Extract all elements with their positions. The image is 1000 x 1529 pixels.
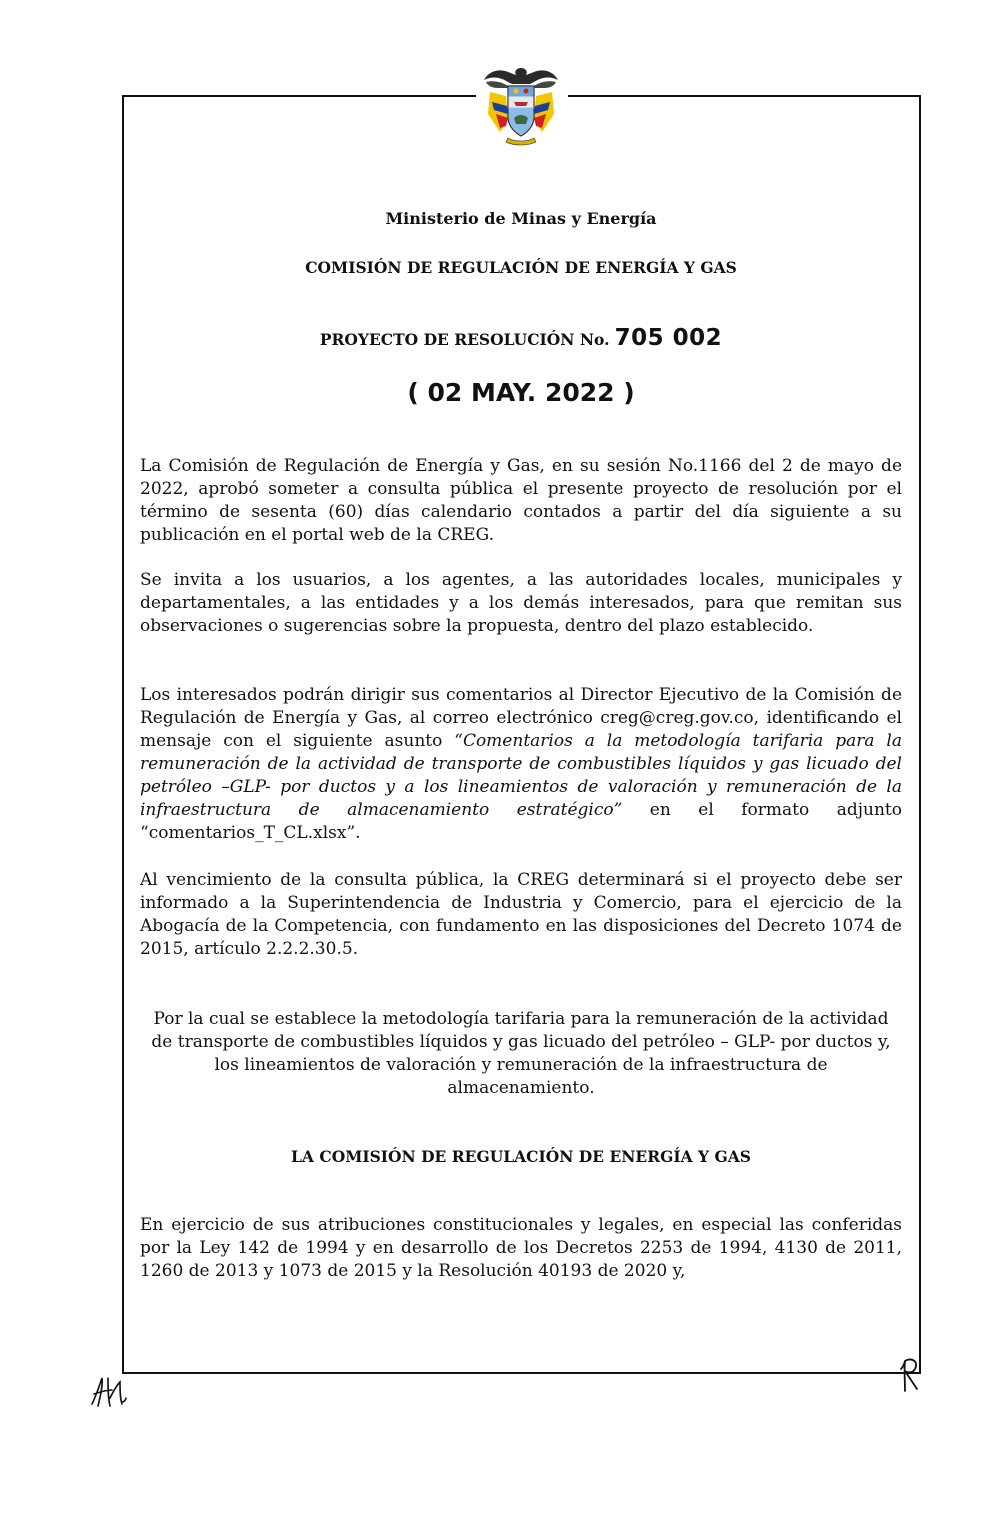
comments-subject: “Comentarios a la metodología tarifaria para la remuneración de la actividad de transporte de combustibles líquidos y gas licuado del petróleo –GLP- por ductos y a los lineamientos de valoración y remuneración de la infraestructura de almacenamiento estratégico” [140,731,902,820]
paragraph-session: La Comisión de Regulación de Energía y Gas, en su sesión No.1166 del 2 de mayo de 2022, aprobó someter a consulta pública el presente proyecto de resolución por el término de sesenta (60) días calendario contados a partir del día siguiente a su publicación en el portal web de la CREG. [140,456,902,545]
comments-format: en el formato adjunto “comentarios_T_CL.xlsx”. [140,800,902,843]
handwritten-initial-icon [895,1355,923,1395]
paragraph-expiration: Al vencimiento de la consulta pública, la CREG determinará si el proyecto debe ser informado a la Superintendencia de Industria y Comercio, para el ejercicio de la Abogacía de la Competencia, con fundamento en las disposiciones del Decreto 1074 de 2015, artículo 2.2.2.30.5. [140,870,902,959]
project-number: 705 002 [614,325,723,351]
paragraph-comments [140,684,902,845]
handwritten-initials-icon [88,1372,130,1410]
comments-intro: Los interesados podrán dirigir sus comentarios al Director Ejecutivo de la Comisión de Regulación de Energía y Gas, al correo electrónico creg@creg.gov.co, identificando el mensaje con el siguiente asunto [140,685,902,751]
project-label: PROYECTO DE RESOLUCIÓN No. [319,330,610,349]
paragraph-powers: En ejercicio de sus atribuciones constitucionales y legales, en especial las conferidas por la Ley 142 de 1994 y en desarrollo de los Decretos 2253 de 1994, 4130 de 2011, 1260 de 2013 y 1073 de 2015 y la Resolución 40193 de 2020 y, [140,1215,902,1281]
paragraph-invitation: Se invita a los usuarios, a los agentes, a las autoridades locales, municipales y departamentales, a las entidades y a los demás interesados, para que remitan sus observaciones o sugerencias sobre la propuesta, dentro del plazo establecido. [140,570,902,636]
coat-of-arms-icon [478,62,564,150]
resolution-date: ( 02 MAY. 2022 ) [407,378,635,407]
project-title [140,325,902,351]
commission-name: COMISIÓN DE REGULACIÓN DE ENERGÍA Y GAS [305,258,737,277]
ministry-name: Ministerio de Minas y Energía [385,209,657,228]
resolution-subject: Por la cual se establece la metodología tarifaria para la remuneración de la actividad de transporte de combustibles líquidos y gas licuado del petróleo – GLP- por ductos y, los lineamientos de valoración y remuneración de la infraestructura de almacenamiento. [151,1009,891,1098]
commission-heading: LA COMISIÓN DE REGULACIÓN DE ENERGÍA Y GAS [291,1147,751,1166]
